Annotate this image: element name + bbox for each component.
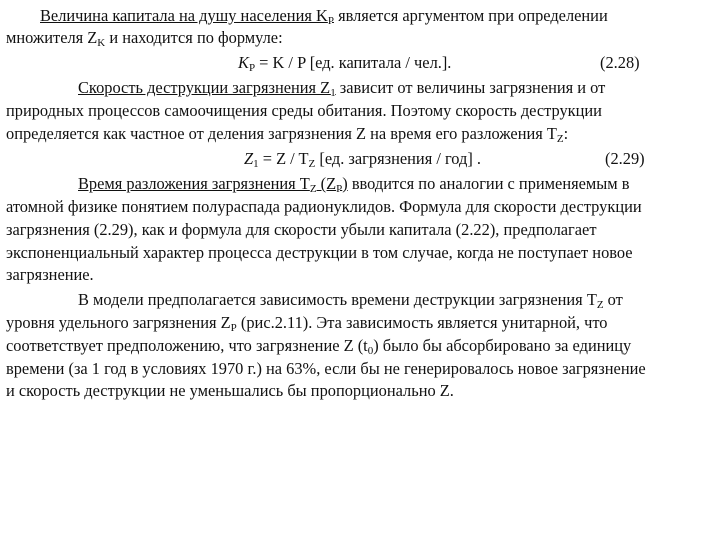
underlined-term: Скорость деструкции загрязнения $Z_1$ [78, 78, 336, 99]
text-line: определяется как частное от деления загрязнения Z на время его разложения $T_Z$: [6, 124, 569, 145]
text-line: соответствует предположению, что загрязнение Z $(t_0)$ было бы абсорбировано за единицу [6, 336, 632, 357]
equation-number: (2.28) [600, 53, 640, 72]
underlined-term: Время разложения загрязнения $T_Z$ $(Z_P)$ [78, 174, 348, 195]
text-line: загрязнения (2.29), как и формула для скорости убыли капитала (2.22), предполагает [6, 220, 597, 239]
text-line: множителя $Z_K$ и находится по формуле: [6, 28, 283, 49]
equation-number: (2.29) [605, 149, 645, 168]
text-line: и скорость деструкции не уменьшались бы пропорционально Z. [6, 381, 454, 400]
text-line: экспоненциальный характер процесса деструкции в том случае, когда не поступает новое [6, 243, 633, 262]
underlined-term: Величина капитала на душу населения $K_P$ [40, 6, 334, 27]
paragraph-destruction-rate: Скорость деструкции загрязнения $Z_1$ зависит от величины загрязнения и от [78, 78, 606, 99]
formula-expression: $Z_1 = Z / T_Z$ [ед. загрязнения / год] . [244, 149, 482, 170]
paragraph-decomposition-time: Время разложения загрязнения $T_Z$ $(Z_P)$ вводится по аналогии с применяемым в [78, 174, 630, 195]
text-line: загрязнение. [6, 265, 94, 284]
text-line: времени (за 1 год в условиях 1970 г.) на 63%, если бы не генерировалось новое загрязнение [6, 359, 646, 378]
text-line: атомной физике понятием полураспада радионуклидов. Формула для скорости деструкции [6, 197, 642, 216]
text-line: природных процессов самоочищения среды обитания. Поэтому скорость деструкции [6, 101, 602, 120]
paragraph-capital-per-capita: Величина капитала на душу населения $K_P$ является аргументом при определении [40, 6, 608, 27]
formula-expression: $K_P = K / P$ [ед. капитала / чел.]. [238, 53, 452, 74]
text-line: уровня удельного загрязнения $Z_P$ (рис.2.11). Эта зависимость является унитарной, что [6, 313, 608, 334]
paragraph-model-assumption: В модели предполагается зависимость времени деструкции загрязнения $T_Z$ от [78, 290, 623, 311]
